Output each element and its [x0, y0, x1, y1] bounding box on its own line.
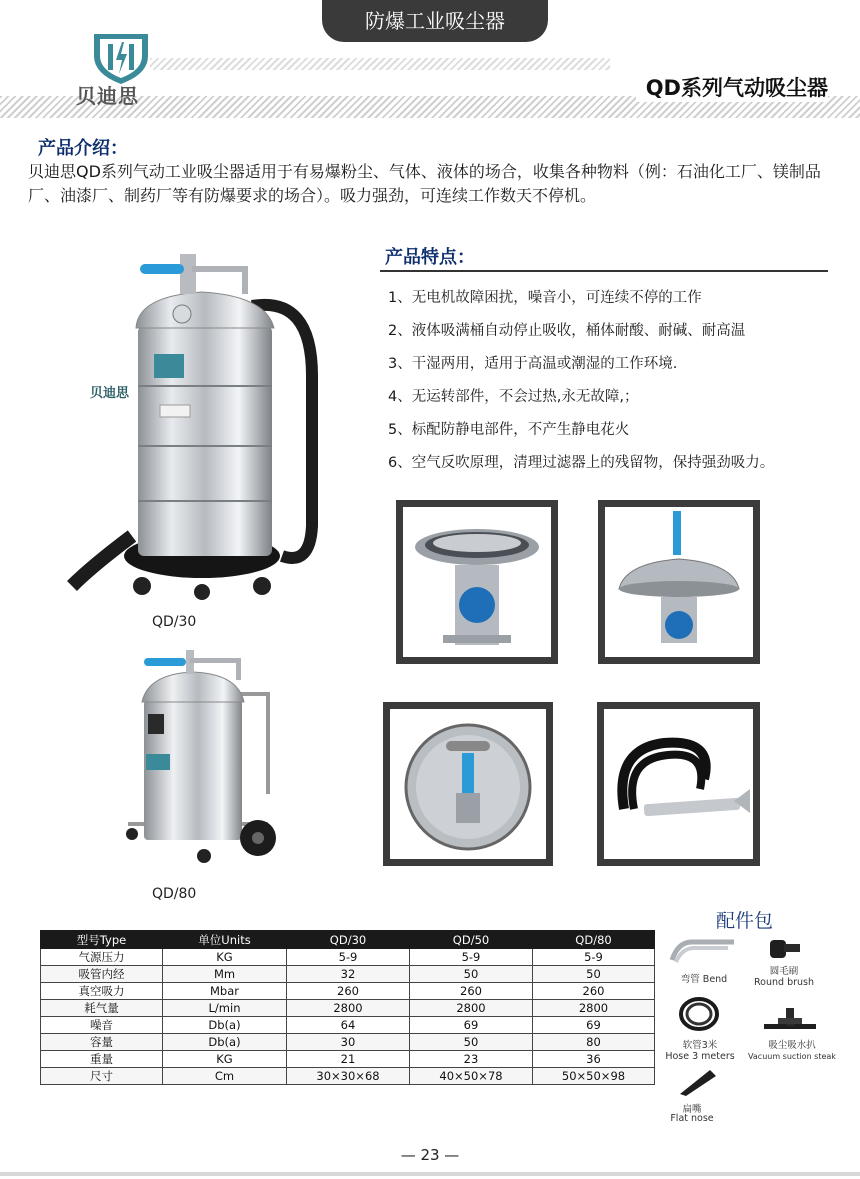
photo-hose-tool: [597, 702, 760, 866]
table-cell: 69: [533, 1017, 655, 1034]
brand-name: 贝迪思: [76, 84, 139, 108]
table-cell: 2800: [287, 1000, 410, 1017]
table-cell: 气源压力: [41, 949, 163, 966]
table-row: [41, 1034, 655, 1051]
table-cell: 真空吸力: [41, 983, 163, 1000]
feature-item: 4、无运转部件，不会过热,永无故障,；: [388, 389, 639, 405]
table-cell: 260: [287, 983, 410, 1000]
feature-item: 2、液体吸满桶自动停止吸收，桶体耐酸、耐碱、耐高温: [388, 323, 746, 339]
table-cell: 容量: [41, 1034, 163, 1051]
table-cell: 5-9: [287, 949, 410, 966]
feature-item: 5、标配防静电部件，不产生静电花火: [388, 422, 630, 438]
hose-label-en: Hose 3 meters: [665, 1051, 735, 1062]
feature-item: 1、无电机故障困扰，噪音小，可连续不停的工作: [388, 290, 702, 306]
table-row: [41, 949, 655, 966]
table-cell: Db(a): [163, 1017, 287, 1034]
brand-logo-icon: [86, 30, 156, 86]
table-cell: 2800: [533, 1000, 655, 1017]
table-cell: 69: [410, 1017, 533, 1034]
table-row: [41, 1000, 655, 1017]
round-brush-label-en: Round brush: [753, 977, 814, 988]
spec-header-row: [41, 931, 655, 949]
flat-nose-label-cn: 扁嘴: [682, 1104, 702, 1115]
bend-label: 弯管 Bend: [680, 974, 728, 985]
qd80-product-image: [118, 644, 288, 870]
feature-item: 6、空气反吹原理，清理过滤器上的残留物，保持强劲吸力。: [388, 455, 775, 471]
suction-steak-label-cn: 吸尘吸水扒: [768, 1040, 816, 1051]
table-cell: Mm: [163, 966, 287, 983]
table-cell: 40×50×78: [410, 1068, 533, 1085]
spec-header-cell: QD/50: [410, 931, 533, 949]
table-cell: 耗气量: [41, 1000, 163, 1017]
feature-item: 3、干湿两用，适用于高温或潮湿的工作环境.: [388, 356, 678, 372]
table-cell: 36: [533, 1051, 655, 1068]
footer-divider: [0, 1172, 860, 1176]
accessories-heading: 配件包: [716, 910, 774, 932]
table-cell: Cm: [163, 1068, 287, 1085]
table-row: [41, 1017, 655, 1034]
table-cell: 50: [410, 1034, 533, 1051]
hose-label-cn: 软管3米: [682, 1040, 718, 1051]
qd30-body-logo: 贝迪思: [90, 386, 130, 401]
table-row: [41, 1068, 655, 1085]
table-cell: 重量: [41, 1051, 163, 1068]
header-tab-title: 防爆工业吸尘器: [322, 0, 548, 42]
table-cell: 32: [287, 966, 410, 983]
round-brush-icon: [766, 934, 802, 962]
table-cell: 260: [410, 983, 533, 1000]
table-cell: Db(a): [163, 1034, 287, 1051]
suction-steak-icon: [760, 1004, 820, 1034]
qd80-caption: QD/80: [152, 886, 197, 902]
photo-lid-assembly: [598, 500, 760, 664]
table-cell: 吸管内经: [41, 966, 163, 983]
spec-header-cell: 型号Type: [41, 931, 163, 949]
table-cell: 噪音: [41, 1017, 163, 1034]
table-cell: 尺寸: [41, 1068, 163, 1085]
spec-table: [40, 930, 655, 1085]
table-row: [41, 1051, 655, 1068]
hose-icon: [676, 994, 722, 1034]
qd30-product-image: [62, 236, 332, 606]
page-number: — 23 —: [400, 1146, 460, 1164]
table-cell: 50: [410, 966, 533, 983]
header-stripe-top: [150, 58, 610, 70]
table-cell: Mbar: [163, 983, 287, 1000]
photo-filter-base: [396, 500, 558, 664]
table-cell: 80: [533, 1034, 655, 1051]
features-divider: [380, 270, 828, 272]
table-cell: 64: [287, 1017, 410, 1034]
table-cell: 30: [287, 1034, 410, 1051]
table-cell: 23: [410, 1051, 533, 1068]
table-cell: KG: [163, 1051, 287, 1068]
flat-nose-label-en: Flat nose: [670, 1113, 714, 1124]
table-cell: 50×50×98: [533, 1068, 655, 1085]
page-title: QD系列气动吸尘器: [636, 72, 828, 102]
table-row: [41, 966, 655, 983]
table-cell: 21: [287, 1051, 410, 1068]
photo-lid-top: [383, 702, 553, 866]
table-cell: 30×30×68: [287, 1068, 410, 1085]
table-cell: 5-9: [533, 949, 655, 966]
qd30-caption: QD/30: [152, 614, 197, 630]
flat-nose-icon: [678, 1066, 718, 1096]
table-cell: 50: [533, 966, 655, 983]
features-list: [388, 286, 838, 484]
intro-body: 贝迪思QD系列气动工业吸尘器适用于有易爆粉尘、气体、液体的场合，收集各种物料（例：石油化工厂、镁制品厂、油漆厂、制药厂等有防爆要求的场合）。吸力强劲，可连续工作数天不停机。: [28, 162, 821, 205]
table-cell: KG: [163, 949, 287, 966]
table-cell: 5-9: [410, 949, 533, 966]
spec-header-cell: 单位Units: [163, 931, 287, 949]
table-cell: 260: [533, 983, 655, 1000]
bend-pipe-icon: [668, 934, 738, 964]
spec-header-cell: QD/80: [533, 931, 655, 949]
round-brush-label-cn: 圆毛刷: [769, 966, 799, 977]
features-heading: 产品特点：: [385, 247, 475, 268]
spec-header-cell: QD/30: [287, 931, 410, 949]
intro-heading: 产品介绍：: [38, 138, 128, 159]
suction-steak-label-en: Vacuum suction steak: [748, 1052, 836, 1061]
table-cell: L/min: [163, 1000, 287, 1017]
table-cell: 2800: [410, 1000, 533, 1017]
table-row: [41, 983, 655, 1000]
